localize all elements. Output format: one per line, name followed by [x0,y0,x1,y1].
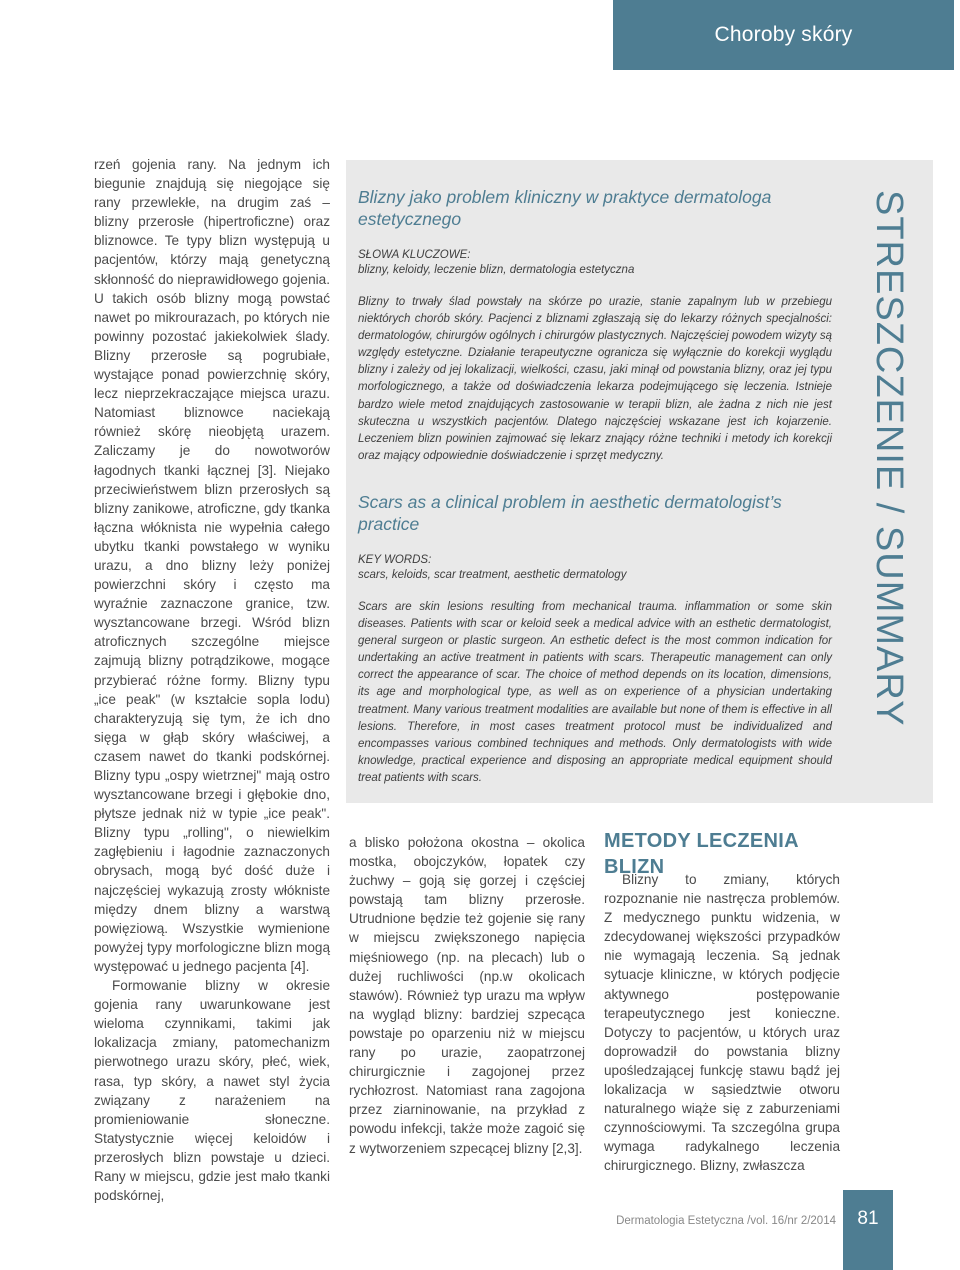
right-paragraph-1: Blizny to zmiany, których rozpoznanie nie nastręcza problemów. Z medycznego punktu widzenia, w zdecydowanej większości przypadków nie wymagają leczenia. Są jednak sytuacje kliniczne, w których podjęcie aktywnego postępowanie terapeutycznego jest konieczne. Dotyczy to pacjentów, u których uraz doprowadził do powstania blizny upośledzającej funkcję stawu bądź jej lokalizacja w sąsiedztwie otworu naturalnego wiąże się z zaburzeniami czynnościowymi. Ta szczególna grupa wymaga radykalnego leczenia chirurgicznego. Blizny, zwłaszcza [604,872,840,1174]
right-column [604,870,840,1176]
left-paragraph-1: rzeń gojenia rany. Na jednym ich biegunie znajdują się niegojące się rany przewlekłe, na drugim zaś – blizny przerosłe (hipertroficzne) oraz bliznowce. Te typy blizn występują u pacjentów, którzy mają genetyczną skłonność do nieprawidłowego gojenia. U takich osób blizny mogą powstać nawet po mikrourazach, po których nie powinny pozostać jakiekolwiek ślady. Blizny przerosłe są pogrubiałe, wystające ponad powierzchnię skóry, lecz nieprzekraczające miejsca urazu. Natomiast bliznowce naciekają również skórę nieobjętą urazem. Zaliczamy je do nowotworów łagodnych tkanki łącznej [3]. Niejako przeciwieństwem blizn przerosłych są blizny zanikowe, atroficzne, gdy tkanka łączna włóknista nie wypełnia całego ubytku tkanki powstałego w wyniku urazu, a dno blizny leży poniżej powierzchni skóry i często ma wyraźnie zaznaczone granice, tzw. wysztancowane brzegi. Wśród blizn atroficznych szczególne miejsce zajmują blizny potrądzikowe, mogące przybierać różne formy. Blizny typu „ice peak" (w kształcie sopla lodu) charakteryzują się tym, że ich dno sięga w głąb skóry właściwej, a czasem nawet do tkanki podskórnej. Blizny typu „ospy wietrznej" mają ostro wysztancowane brzegi i głębokie dno, płytsze jednak niż w typie „ice peak". Blizny typu „rolling", o niewielkim zagłębieniu i łagodnie zaznaczonych obrysach, mogą być dość duże i najczęściej wykazują zrosty włókniste między dnem blizny a warstwą powięziową. Wszystkie wymienione powyżej typy morfologiczne blizn mogą występować u jednego pacjenta [4]. [94,157,330,974]
keywords-label-pl: SŁOWA KLUCZOWE: [358,249,471,261]
middle-paragraph-1: a blisko położona okostna – okolica mostka, obojczyków, łopatek czy żuchwy – goją się gorzej i częściej powstają tam blizny przerosłe. Utrudnione będzie też gojenie się rany w miejscu zwiększonego napięcia mięśniowego (np. na plecach) lub o dużej ruchliwości (np.w okolicach stawów). Również typ urazu ma wpływ na wygląd blizny: bardziej szpecąca powstaje po oparzeniu niż w miejscu rany po urazie, zaopatrzonej chirurgicznie i zagojonej przez rychłozrost. Natomiast rana zagojona przez ziarninowanie, na przykład z powodu infekcji, także może zagoić się z wytworzeniem szpecącej blizny [2,3]. [349,835,585,1156]
left-paragraph-2: Formowanie blizny w okresie gojenia rany uwarunkowane jest wieloma czynnikami, takimi jak lokalizacja zmiany, patomechanizm pierwotnego urazu skóry, płeć, wiek, rasa, typ skóry, a nawet styl życia związany z narażeniem na promieniowanie słoneczne. Statystycznie więcej keloidów i przerosłych blizn powstaje u dzieci. Rany w miejscu, gdzie jest mało tkanki podskórnej, [94,978,330,1204]
summary-title-pl: Blizny jako problem kliniczny w praktyce dermatologa estetycznego [358,187,772,229]
section-title: Choroby skóry [714,23,853,46]
summary-body-pl: Blizny to trwały ślad powstały na skórze po urazie, stanie zapalnym lub w przebiegu niektórych chorób skóry. Pacjenci z bliznami zgłaszają się do lekarzy różnych specjalności: dermatologów, chirurgów ogólnych i chirurgów plastycznych. Najczęściej powodem wizyty są względy estetyczne. Działanie terapeutyczne ogranicza się wyłącznie do korekcji wyglądu blizny i zależy od jej lokalizacji, wielkości, czasu, jaki minął od powstania blizny, oraz jej typu morfologicznego, a także od doświadczenia lekarza podejmującego się leczenia. Istnieje bardzo wiele metod znajdujących zastosowanie w terapii blizn, ale żadna z nich nie jest skuteczna u wszystkich pacjentów. Dlatego najczęściej wskazane jest ich kojarzenie. Leczeniem blizn powinien zajmować się lekarz znający różne techniki i metody ich korekcji oraz mający odpowiednie doświadczenie i sprzęt medyczny. [358,296,832,462]
left-column [94,155,330,1205]
summary-vertical-label: STRESZCZENIE / SUMMARY [868,190,910,727]
summary-body-en: Scars are skin lesions resulting from mechanical trauma. inflammation or some skin diseases. Patients with scar or keloid seek a medical advice with an esthetic dermatologist, general surgeon or plastic surgeon. An esthetic defect is the most common indication for undertaking an active treatment in patients with scars. Therapeutic management can only correct the appearance of scar. The choice of method depends on its location, dimensions, its age and morphological type, as well as on experience of a physician undertaking treatment. Many various treatment modalities are available but none of them is effective in all lesions. Therefore, in most cases treatment protocol must be individualized and encompasses various combined techniques and methods. Only dermatologists with wide knowledge, practical experience and disposing an appropriate medical equipment should treat patients with scars. [358,600,832,784]
page-number: 81 [843,1190,893,1270]
summary-vertical-label-wrap [866,190,912,727]
section-heading-methods: METODY LECZENIA BLIZN [604,830,799,878]
journal-citation: Dermatologia Estetyczna /vol. 16/nr 2/2014 [616,1215,836,1227]
keywords-pl: blizny, keloidy, leczenie blizn, dermatologia estetyczna [358,264,635,276]
summary-box [346,160,933,803]
section-header-tab [613,0,954,70]
summary-content [358,186,832,787]
summary-title-en: Scars as a clinical problem in aesthetic dermatologist’s practice [358,491,782,534]
middle-column [349,833,585,1158]
keywords-label-en: KEY WORDS: [358,553,432,566]
keywords-en: scars, keloids, scar treatment, aesthetic dermatology [358,568,627,581]
